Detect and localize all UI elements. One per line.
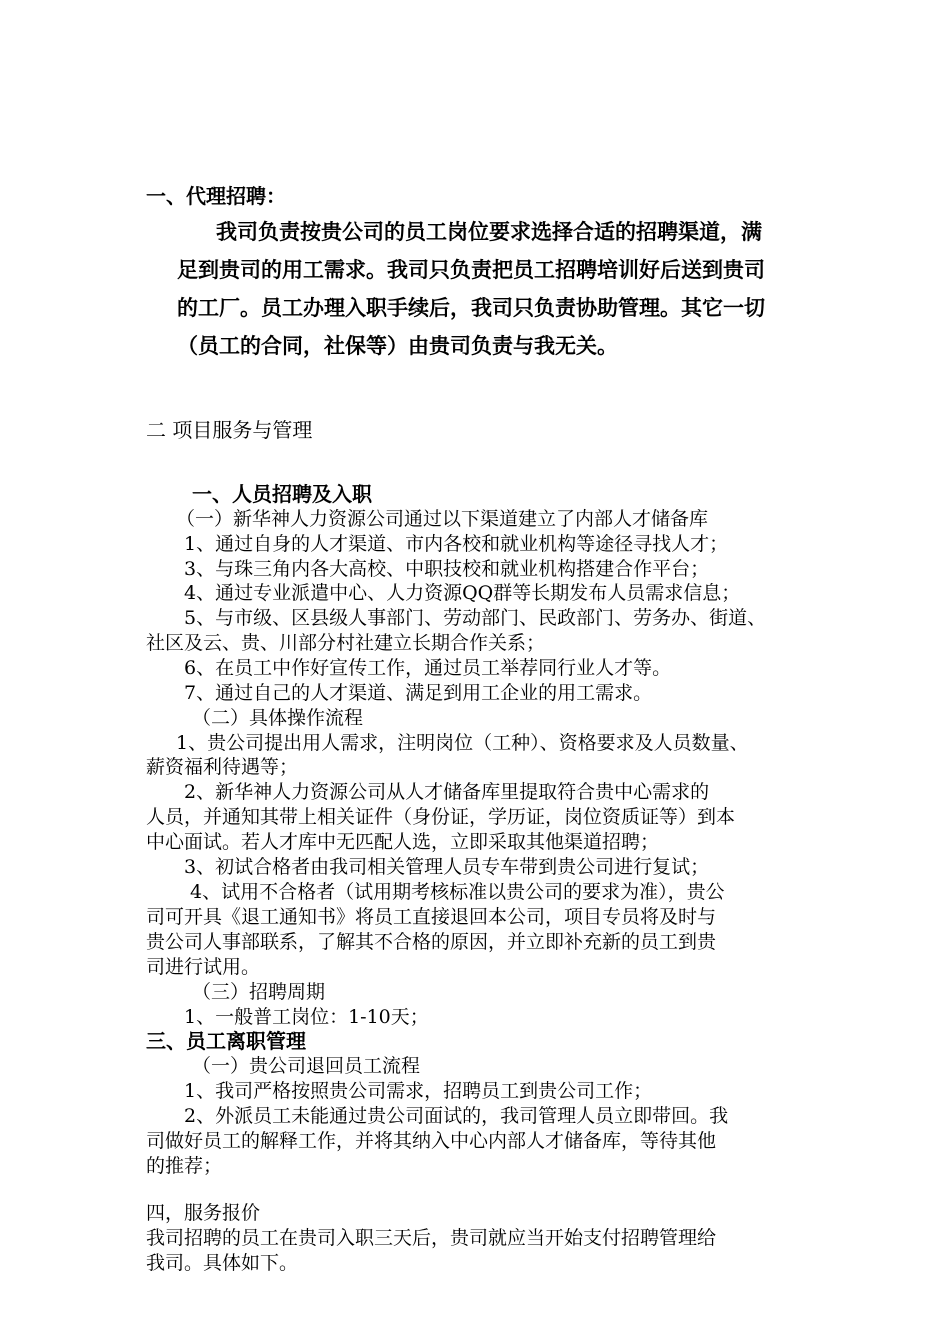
section3-sub-title: （一）贵公司退回员工流程 (192, 1055, 421, 1077)
channel-item: 5、与市级、区县级人事部门、劳动部门、民政部门、劳务办、街道、 (184, 607, 767, 629)
section3-line: 司做好员工的解释工作，并将其纳入中心内部人才储备库，等待其他 (146, 1130, 717, 1152)
section1-para-line: 的工厂。员工办理入职手续后，我司只负责协助管理。其它一切 (177, 296, 765, 320)
process-item: 4、试用不合格者（试用期考核标准以贵公司的要求为准），贵公 (190, 881, 725, 903)
cycle-item: 1、一般普工岗位：1-10天； (184, 1006, 429, 1028)
channel-item: 1、通过自身的人才渠道、市内各校和就业机构等途径寻找人才； (184, 533, 729, 555)
section4-heading: 四，服务报价 (146, 1202, 261, 1224)
section2-sub-heading: 一、人员招聘及入职 (192, 482, 372, 506)
section1-para-line: 我司负责按贵公司的员工岗位要求选择合适的招聘渠道，满 (216, 220, 762, 244)
section3-line: 的推荐； (146, 1155, 223, 1177)
process-item: 3、初试合格者由我司相关管理人员专车带到贵公司进行复试； (184, 856, 710, 878)
channels-title: （一）新华神人力资源公司通过以下渠道建立了内部人才储备库 (176, 508, 709, 530)
section3-line: 2、外派员工未能通过贵公司面试的，我司管理人员立即带回。我 (184, 1105, 729, 1127)
process-item: 2、新华神人力资源公司从人才储备库里提取符合贵中心需求的 (184, 781, 710, 803)
section2-heading: 二 项目服务与管理 (146, 418, 313, 442)
process-item: 司进行试用。 (146, 956, 261, 978)
section1-para-line: 足到贵司的用工需求。我司只负责把员工招聘培训好后送到贵司 (177, 258, 765, 282)
process-item: 贵公司人事部联系，了解其不合格的原因，并立即补充新的员工到贵 (146, 931, 717, 953)
process-item: 司可开具《退工通知书》将员工直接退回本公司，项目专员将及时与 (146, 906, 717, 928)
channel-item: 社区及云、贵、川部分村社建立长期合作关系； (146, 632, 546, 654)
section1-para-line: （员工的合同，社保等）由贵司负责与我无关。 (177, 334, 618, 358)
process-title: （二）具体操作流程 (192, 707, 364, 729)
section4-line: 我司招聘的员工在贵司入职三天后，贵司就应当开始支付招聘管理给 (146, 1227, 717, 1249)
section1-heading: 一、代理招聘： (146, 184, 286, 208)
process-item: 1、贵公司提出用人需求，注明岗位（工种）、资格要求及人员数量、 (176, 732, 749, 754)
process-item: 薪资福利待遇等； (146, 756, 299, 778)
section3-line: 1、我司严格按照贵公司需求，招聘员工到贵公司工作； (184, 1080, 653, 1102)
section3-heading: 三、员工离职管理 (146, 1029, 306, 1053)
process-item: 中心面试。若人才库中无匹配人选，立即采取其他渠道招聘； (146, 831, 660, 853)
process-item: 人员，并通知其带上相关证件（身份证，学历证，岗位资质证等）到本 (146, 806, 736, 828)
section4-line: 我司。具体如下。 (146, 1252, 299, 1274)
channel-item: 7、通过自己的人才渠道、满足到用工企业的用工需求。 (184, 682, 653, 704)
channel-item: 6、在员工中作好宣传工作，通过员工举荐同行业人才等。 (184, 657, 672, 679)
cycle-title: （三）招聘周期 (192, 981, 326, 1003)
channel-item: 3、与珠三角内各大高校、中职技校和就业机构搭建合作平台； (184, 558, 710, 580)
channel-item: 4、通过专业派遣中心、人力资源QQ群等长期发布人员需求信息； (184, 582, 741, 604)
